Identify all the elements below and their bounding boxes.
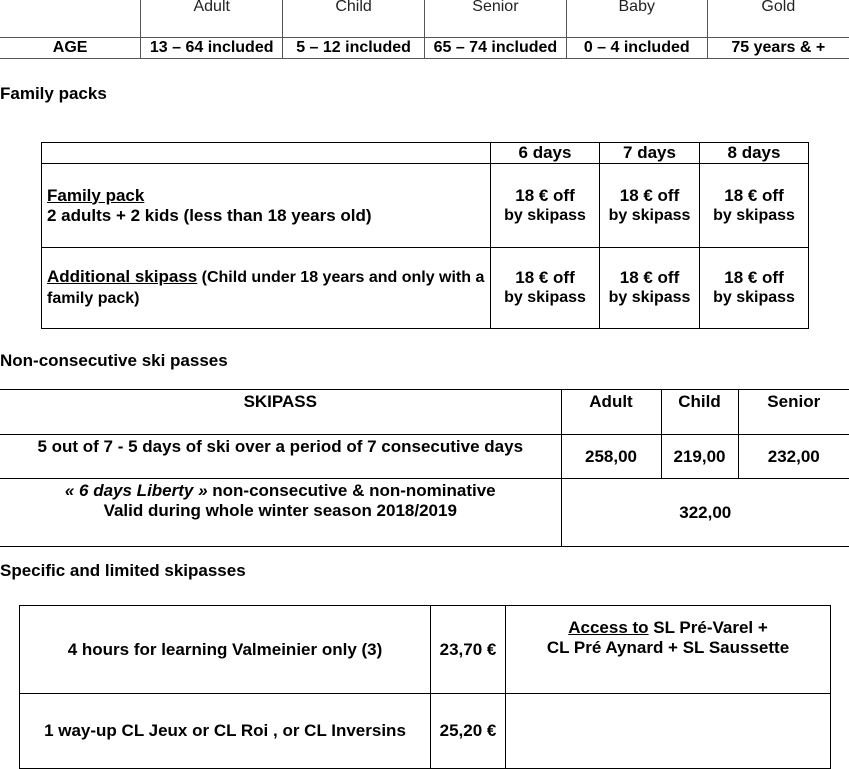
five-out-of-seven-child: 219,00 [661, 435, 738, 479]
learning-name: 4 hours for learning Valmeinier only (3) [20, 606, 431, 694]
age-baby-range: 0 – 4 included [566, 38, 707, 59]
age-senior-range: 65 – 74 included [424, 38, 566, 59]
skipass-header-row [0, 390, 849, 435]
access-lifts: CL Pré Aynard + SL Saussette [546, 638, 790, 657]
family-header-7days: 7 days [600, 143, 700, 164]
skipass-header-label: SKIPASS [0, 390, 561, 435]
age-header-row [0, 0, 849, 38]
age-gold-range: 75 years & + [707, 38, 849, 59]
age-header-baby: Baby [566, 0, 707, 38]
age-header-empty [0, 0, 141, 38]
age-header-gold: Gold [707, 0, 849, 38]
six-days-liberty-row [0, 479, 849, 547]
six-days-liberty-label: « 6 days Liberty » non-consecutive & non-nominative Valid during whole winter season 2018/2019 [0, 479, 561, 547]
age-header-child: Child [283, 0, 425, 38]
family-pack-6days: 18 € off by skipass [491, 164, 600, 248]
access-info: Access to SL Pré-Varel + CL Pré Aynard + SL Saussette [506, 606, 831, 694]
learning-price: 23,70 € [431, 606, 506, 694]
access-to-label: Access to [568, 618, 649, 637]
five-out-of-seven-adult: 258,00 [561, 435, 661, 479]
five-out-of-seven-label: 5 out of 7 - 5 days of ski over a period of 7 consecutive days [0, 435, 561, 479]
six-days-liberty-price: 322,00 [561, 479, 849, 547]
non-consecutive-table [0, 389, 849, 547]
family-header-row [42, 143, 809, 164]
family-packs-heading: Family packs [0, 84, 107, 103]
age-adult-range: 13 – 64 included [141, 38, 283, 59]
additional-skipass-8days: 18 € off by skipass [700, 248, 809, 329]
family-pack-desc: 2 adults + 2 kids (less than 18 years old) [47, 205, 372, 225]
age-table [0, 0, 849, 59]
additional-skipass-6days: 18 € off by skipass [491, 248, 600, 329]
family-pack-7days: 18 € off by skipass [600, 164, 700, 248]
six-days-liberty-validity: Valid during whole winter season 2018/2019 [103, 501, 457, 520]
additional-skipass-7days: 18 € off by skipass [600, 248, 700, 329]
five-out-of-seven-row [0, 435, 849, 479]
family-header-empty [42, 143, 491, 164]
specific-heading: Specific and limited skipasses [0, 561, 246, 580]
family-pack-title: Family pack [47, 185, 145, 205]
age-header-senior: Senior [424, 0, 566, 38]
age-header-adult: Adult [141, 0, 283, 38]
family-pack-8days: 18 € off by skipass [700, 164, 809, 248]
six-days-liberty-name: « 6 days Liberty » [64, 481, 208, 500]
additional-skipass-row [42, 248, 809, 329]
additional-skipass-title: Additional skipass [47, 267, 198, 286]
skipass-header-senior: Senior [738, 390, 849, 435]
family-pack-row [42, 164, 809, 248]
family-header-6days: 6 days [491, 143, 600, 164]
way-up-price: 25,20 € [431, 694, 506, 769]
family-pack-label [42, 164, 491, 248]
way-up-row [20, 694, 831, 769]
additional-skipass-desc: (Child under 18 years and only with a family pack) [47, 269, 485, 307]
age-child-range: 5 – 12 included [283, 38, 425, 59]
age-row [0, 38, 849, 59]
five-out-of-seven-senior: 232,00 [738, 435, 849, 479]
family-header-8days: 8 days [700, 143, 809, 164]
additional-skipass-label [42, 248, 491, 329]
learning-row [20, 606, 831, 694]
skipass-header-child: Child [661, 390, 738, 435]
way-up-name: 1 way-up CL Jeux or CL Roi , or CL Inversins [20, 694, 431, 769]
age-row-label: AGE [0, 38, 141, 59]
way-up-empty [506, 694, 831, 769]
specific-table [19, 605, 831, 769]
skipass-header-adult: Adult [561, 390, 661, 435]
non-consecutive-heading: Non-consecutive ski passes [0, 351, 228, 370]
family-packs-table [41, 142, 809, 329]
